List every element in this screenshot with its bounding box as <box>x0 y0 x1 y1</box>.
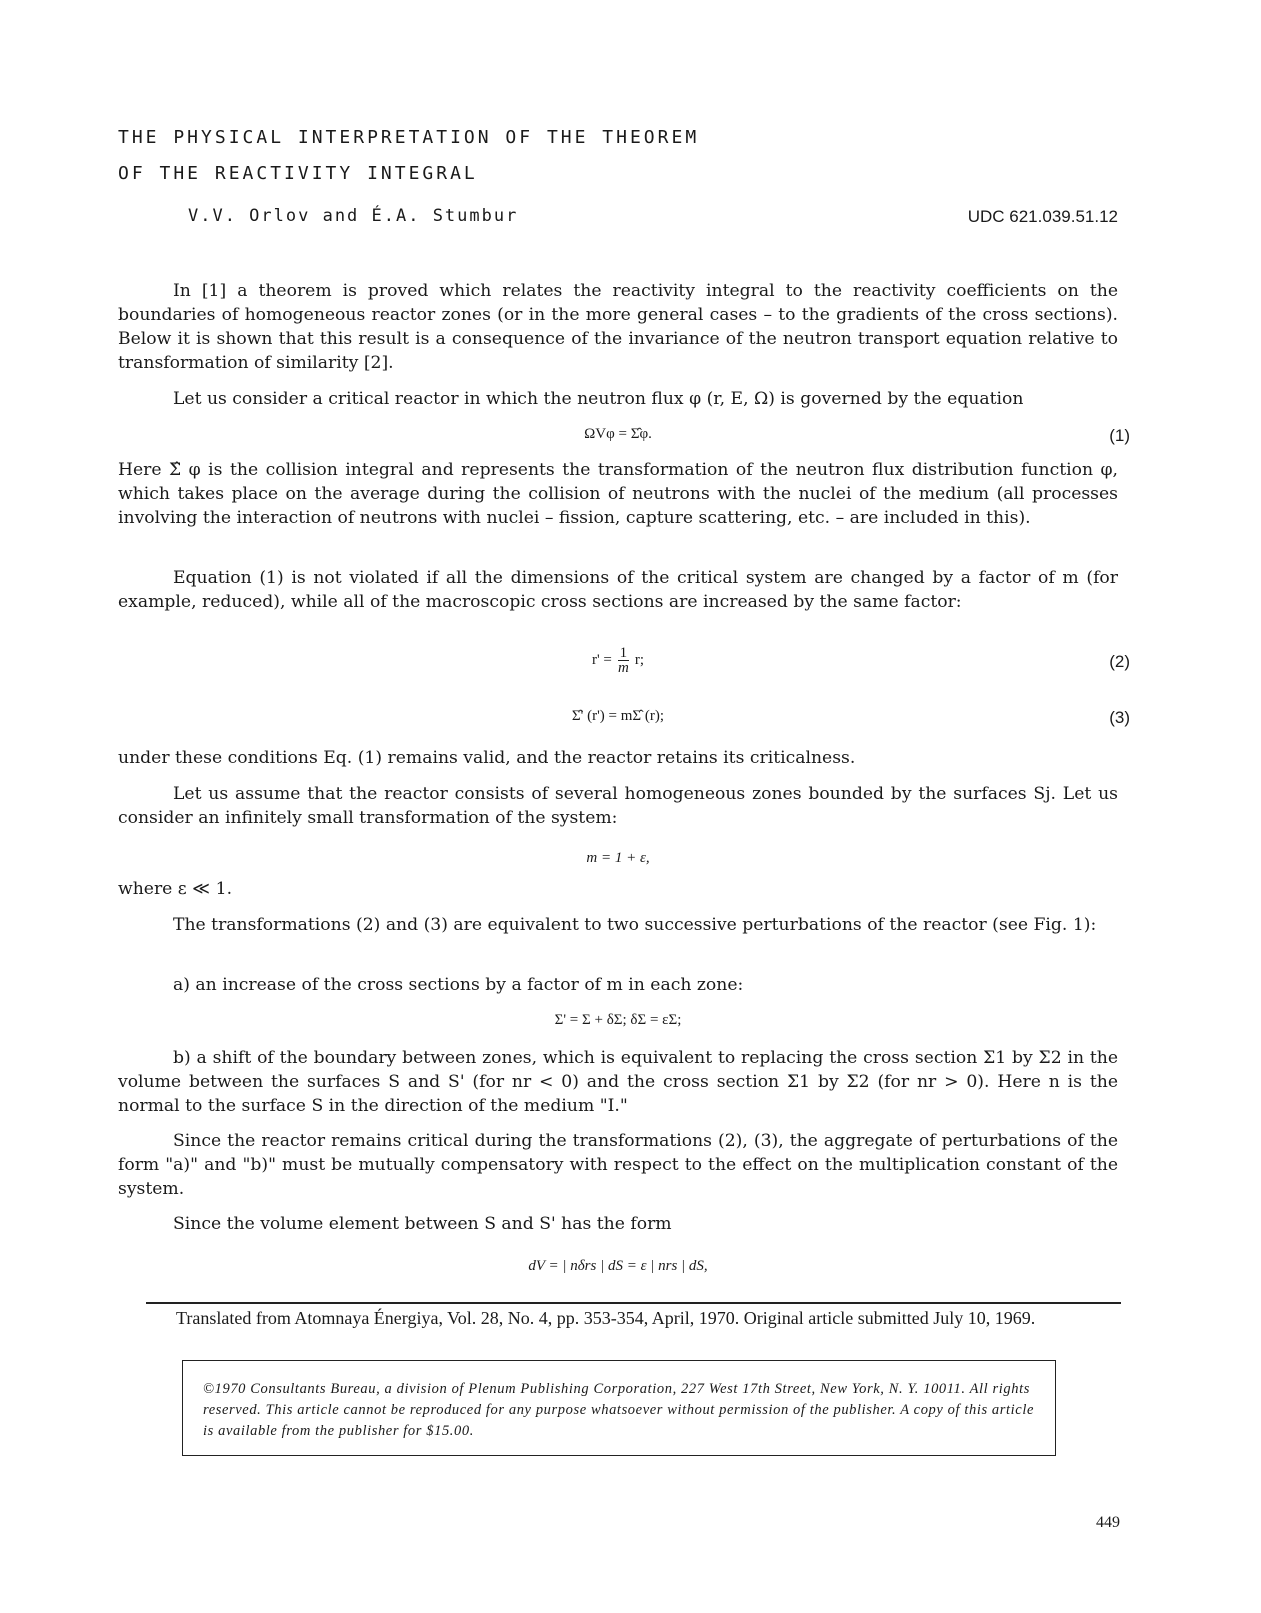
paragraph-5: under these conditions Eq. (1) remains valid, and the reactor retains its criticalness. <box>118 748 856 768</box>
equation-5 <box>118 1012 1118 1038</box>
title-line-2: OF THE REACTIVITY INTEGRAL <box>118 163 478 184</box>
equation-1-body: ΩVφ = Σ̂φ. <box>584 426 652 442</box>
paragraph-7: where ε ≪ 1. <box>118 879 233 899</box>
equation-2-fraction <box>618 646 630 675</box>
copyright-box <box>182 1360 1056 1456</box>
equation-5-body: Σ' = Σ + δΣ; δΣ = εΣ; <box>554 1012 682 1028</box>
paper-page <box>118 0 1130 1613</box>
paragraph-10: b) a shift of the boundary between zones, which is equivalent to replacing the cross section Σ1 by Σ2 in the volume between the surfaces S and S' (for nr < 0) and the cross section Σ1 by Σ2 (for nr > 0). Here n is the normal to the surface S in the direction of the medium "I." <box>118 1048 1118 1116</box>
authors: V.V. Orlov and É.A. Stumbur <box>188 206 519 226</box>
equation-4 <box>118 850 1118 876</box>
equation-2-rhs: r; <box>634 651 645 668</box>
paragraph-12: Since the volume element between S and S' has the form <box>173 1214 672 1234</box>
translation-footnote: Translated from Atomnaya Énergiya, Vol. 28, No. 4, pp. 353-354, April, 1970. Original article submitted July 10, 1969. <box>176 1308 1036 1328</box>
copyright-text: ©1970 Consultants Bureau, a division of Plenum Publishing Corporation, 227 West 17th Street, New York, N. Y. 10011. All rights reserved. This article cannot be reproduced for any purpose whatsoever without permission of the publisher. A copy of this article is available from the publisher for $15.00. <box>203 1381 1034 1439</box>
equation-2-number: (2) <box>1109 652 1130 671</box>
paragraph-9: a) an increase of the cross sections by a factor of m in each zone: <box>173 975 744 995</box>
paragraph-2: Let us consider a critical reactor in which the neutron flux φ (r, E, Ω) is governed by the equation <box>173 389 1024 409</box>
paragraph-3: Here Σ̂ φ is the collision integral and represents the transformation of the neutron flux distribution function φ, which takes place on the average during the collision of neutrons with the nuclei of the medium (all processes involving the interaction of neutrons with nuclei – fission, capture scattering, etc. – are included in this). <box>118 460 1118 528</box>
equation-4-body: m = 1 + ε, <box>586 850 650 866</box>
equation-3-body: Σ̂' (r') = mΣ̂ (r); <box>571 708 665 724</box>
paragraph-1: In [1] a theorem is proved which relates the reactivity integral to the reactivity coefficients on the boundaries of homogeneous reactor zones (or in the more general cases – to the gradients of the cross sections). Below it is shown that this result is a consequence of the invariance of the neutron transport equation relative to transformation of similarity [2]. <box>118 281 1118 373</box>
page-number: 449 <box>1096 1514 1120 1531</box>
title-line-1: THE PHYSICAL INTERPRETATION OF THE THEOREM <box>118 127 700 148</box>
equation-2-numerator: 1 <box>619 645 628 661</box>
equation-3 <box>118 708 1130 734</box>
equation-2 <box>118 645 1130 680</box>
equation-6-body: dV = | nδrs | dS = ε | nrs | dS, <box>528 1258 708 1274</box>
equation-1 <box>118 426 1130 452</box>
paragraph-6: Let us assume that the reactor consists of several homogeneous zones bounded by the surfaces Sj. Let us consider an infinitely small transformation of the system: <box>118 784 1118 828</box>
udc-code: UDC 621.039.51.12 <box>967 207 1118 226</box>
equation-1-number: (1) <box>1109 426 1130 445</box>
paragraph-4: Equation (1) is not violated if all the dimensions of the critical system are changed by a factor of m (for example, reduced), while all of the macroscopic cross sections are increased by the same factor: <box>118 568 1118 612</box>
paragraph-11: Since the reactor remains critical during the transformations (2), (3), the aggregate of perturbations of the form "a)" and "b)" must be mutually compensatory with respect to the effect on the multiplication constant of the system. <box>118 1131 1118 1199</box>
article-title <box>118 120 878 192</box>
equation-3-number: (3) <box>1109 708 1130 727</box>
equation-2-denominator: m <box>617 660 629 676</box>
paragraph-8: The transformations (2) and (3) are equivalent to two successive perturbations of the reactor (see Fig. 1): <box>173 915 1097 935</box>
equation-6 <box>118 1258 1118 1284</box>
equation-2-lhs: r' = <box>591 651 612 668</box>
footnote-divider <box>146 1302 1121 1304</box>
